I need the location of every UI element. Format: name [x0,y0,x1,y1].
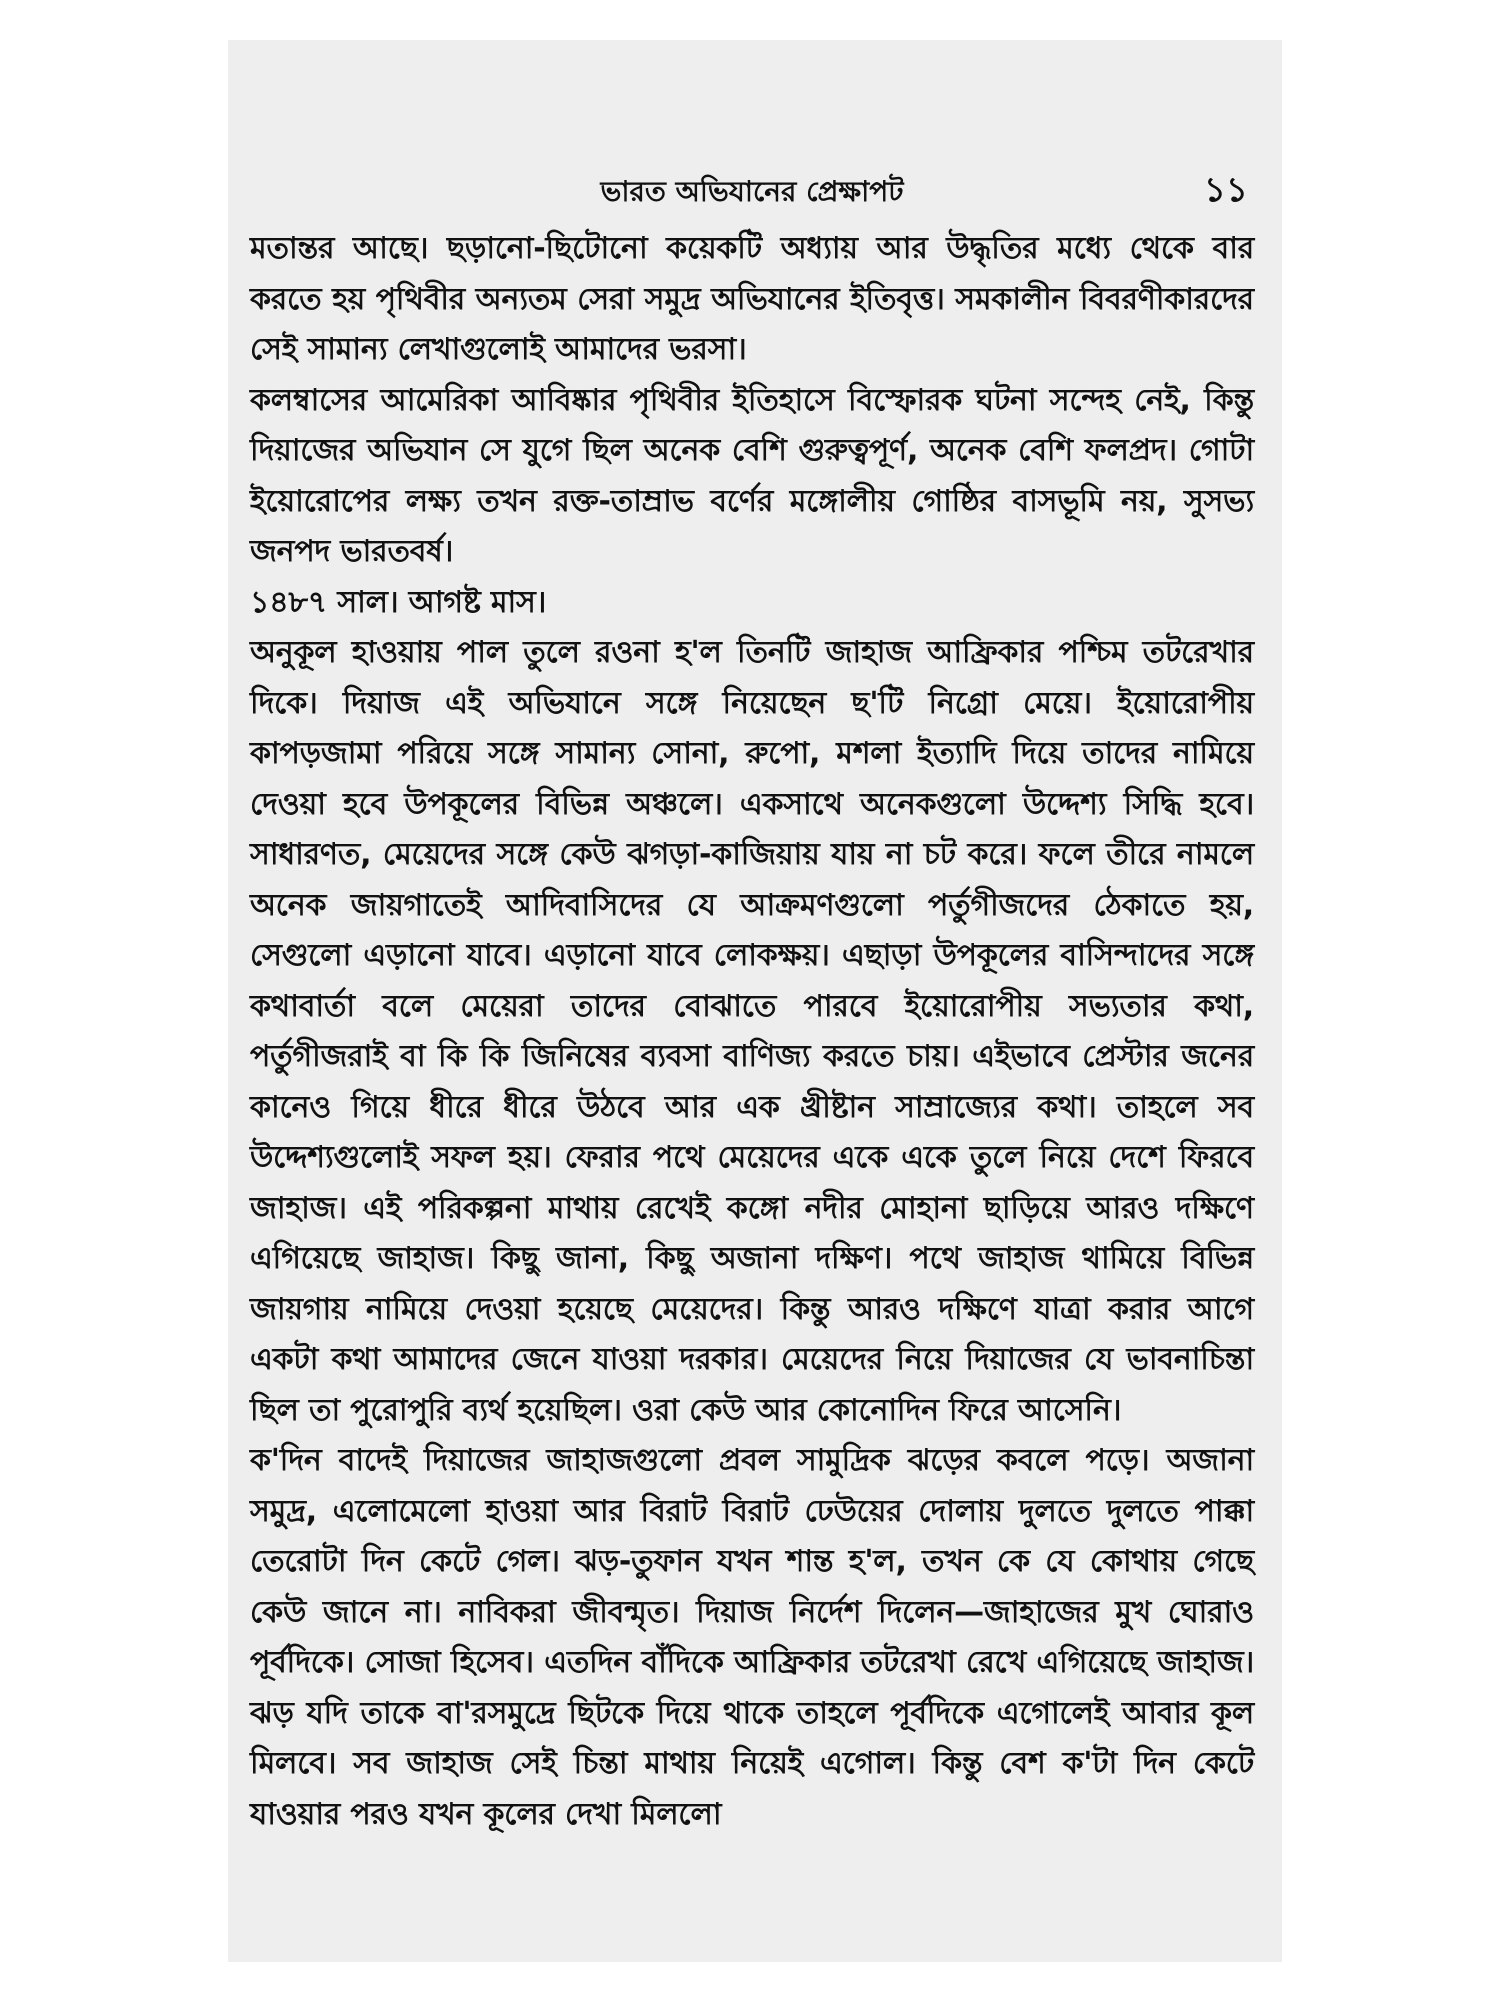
body-text [250,224,1254,1840]
page-header [250,160,1254,220]
book-page [228,40,1282,1962]
running-title: ভারত অভিযানের প্রেক্ষাপট [600,175,904,208]
paragraph-3: ১৪৮৭ সাল। আগষ্ট মাস। [250,584,547,620]
paragraph-5: ক'দিন বাদেই দিয়াজের জাহাজগুলো প্রবল সামুদ্রিক ঝড়ের কবলে পড়ে। অজানা সমুদ্র, এলোমেলো হাওয়া আর বিরাট বিরাট ঢেউয়ের দোলায় দুলতে দুলতে পাক্কা তেরোটা দিন কেটে গেল। ঝড়-তুফান যখন শান্ত হ'ল, তখন কে যে কোথায় গেছে কেউ জানে না। নাবিকরা জীবন্মৃত। দিয়াজ নির্দেশ দিলেন—জাহাজের মুখ ঘোরাও পূর্বদিকে। সোজা হিসেব। এতদিন বাঁদিকে আফ্রিকার তটরেখা রেখে এগিয়েছে জাহাজ। ঝড় যদি তাকে বা'রসমুদ্রে ছিটকে দিয়ে থাকে তাহলে পূর্বদিকে এগোলেই আবার কূল মিলবে। সব জাহাজ সেই চিন্তা মাথায় নিয়েই এগোল। কিন্তু বেশ ক'টা দিন কেটে যাওয়ার পরও যখন কূলের দেখা মিললো [250,1443,1254,1832]
paragraph-2: কলম্বাসের আমেরিকা আবিষ্কার পৃথিবীর ইতিহাসে বিস্ফোরক ঘটনা সন্দেহ নেই, কিন্তু দিয়াজের অভিযান সে যুগে ছিল অনেক বেশি গুরুত্বপূর্ণ, অনেক বেশি ফলপ্রদ। গোটা ইয়োরোপের লক্ষ্য তখন রক্ত-তাম্রাভ বর্ণের মঙ্গোলীয় গোষ্ঠির বাসভূমি নয়, সুসভ্য জনপদ ভারতবর্ষ। [250,382,1254,569]
page-number: ১১ [1203,170,1248,210]
paragraph-4: অনুকূল হাওয়ায় পাল তুলে রওনা হ'ল তিনটি জাহাজ আফ্রিকার পশ্চিম তটরেখার দিকে। দিয়াজ এই অভিযানে সঙ্গে নিয়েছেন ছ'টি নিগ্রো মেয়ে। ইয়োরোপীয় কাপড়জামা পরিয়ে সঙ্গে সামান্য সোনা, রুপো, মশলা ইত্যাদি দিয়ে তাদের নামিয়ে দেওয়া হবে উপকূলের বিভিন্ন অঞ্চলে। একসাথে অনেকগুলো উদ্দেশ্য সিদ্ধি হবে। সাধারণত, মেয়েদের সঙ্গে কেউ ঝগড়া-কাজিয়ায় যায় না চট করে। ফলে তীরে নামলে অনেক জায়গাতেই আদিবাসিদের যে আক্রমণগুলো পর্তুগীজদের ঠেকাতে হয়, সেগুলো এড়ানো যাবে। এড়ানো যাবে লোকক্ষয়। এছাড়া উপকূলের বাসিন্দাদের সঙ্গে কথাবার্তা বলে মেয়েরা তাদের বোঝাতে পারবে ইয়োরোপীয় সভ্যতার কথা, পর্তুগীজরাই বা কি কি জিনিষের ব্যবসা বাণিজ্য করতে চায়। এইভাবে প্রেস্টার জনের কানেও গিয়ে ধীরে ধীরে উঠবে আর এক খ্রীষ্টান সাম্রাজ্যের কথা। তাহলে সব উদ্দেশ্যগুলোই সফল হয়। ফেরার পথে মেয়েদের একে একে তুলে নিয়ে দেশে ফিরবে জাহাজ। এই পরিকল্পনা মাথায় রেখেই কঙ্গো নদীর মোহানা ছাড়িয়ে আরও দক্ষিণে এগিয়েছে জাহাজ। কিছু জানা, কিছু অজানা দক্ষিণ। পথে জাহাজ থামিয়ে বিভিন্ন জায়গায় নামিয়ে দেওয়া হয়েছে মেয়েদের। কিন্তু আরও দক্ষিণে যাত্রা করার আগে একটা কথা আমাদের জেনে যাওয়া দরকার। মেয়েদের নিয়ে দিয়াজের যে ভাবনাচিন্তা ছিল তা পুরোপুরি ব্যর্থ হয়েছিল। ওরা কেউ আর কোনোদিন ফিরে আসেনি। [250,635,1254,1428]
paragraph-1: মতান্তর আছে। ছড়ানো-ছিটোনো কয়েকটি অধ্যায় আর উদ্ধৃতির মধ্যে থেকে বার করতে হয় পৃথিবীর অন্যতম সেরা সমুদ্র অভিযানের ইতিবৃত্ত। সমকালীন বিবরণীকারদের সেই সামান্য লেখাগুলোই আমাদের ভরসা। [250,231,1254,367]
